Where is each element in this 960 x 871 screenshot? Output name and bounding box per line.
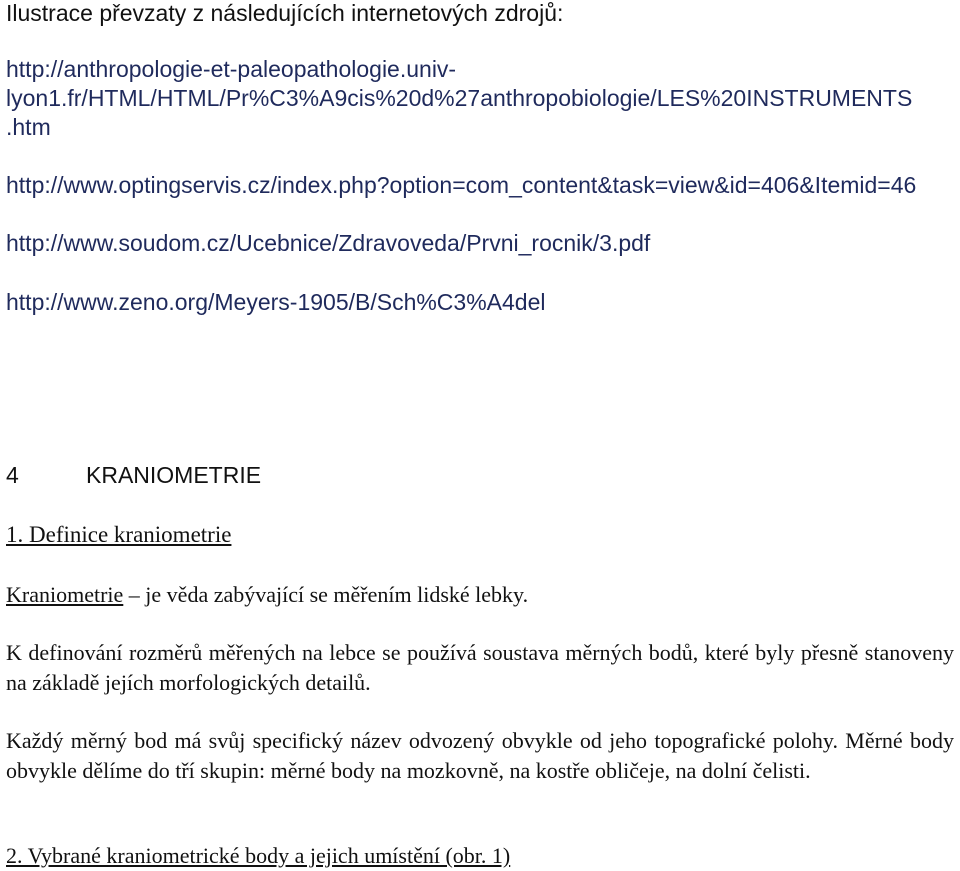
chapter-number: 4	[6, 462, 19, 488]
section-1-heading: 1. Definice kraniometrie	[6, 522, 232, 547]
source-link-1-line-2[interactable]: lyon1.fr/HTML/HTML/Pr%C3%A9cis%20d%27anthropobiologie/LES%20INSTRUMENTS	[6, 85, 913, 111]
sources-intro: Ilustrace převzaty z následujících internetových zdrojů:	[6, 0, 564, 26]
definition-text: – je věda zabývající se měřením lidské lebky.	[123, 582, 529, 607]
section-2-heading: 2. Vybrané kraniometrické body a jejich umístění (obr. 1)	[6, 843, 511, 868]
source-link-1-line-1[interactable]: http://anthropologie-et-paleopathologie.univ-	[6, 56, 457, 82]
chapter-title: KRANIOMETRIE	[86, 462, 262, 488]
measurement-points-paragraph: K definování rozměrů měřených na lebce se používá soustava měrných bodů, které byly přesně stanoveny na základě jejích morfologických detailů.	[6, 640, 954, 695]
source-link-2[interactable]: http://www.optingservis.cz/index.php?option=com_content&task=view&id=406&Itemid=46	[6, 172, 917, 198]
source-link-4[interactable]: http://www.zeno.org/Meyers-1905/B/Sch%C3%A4del	[6, 289, 546, 315]
point-groups-paragraph: Každý měrný bod má svůj specifický název odvozený obvykle od jeho topografické polohy. Měrné body obvykle dělíme do tří skupin: měrné body na mozkovně, na kostře obličeje, na dolní čelisti.	[6, 728, 954, 783]
source-link-3[interactable]: http://www.soudom.cz/Ucebnice/Zdravoveda/Prvni_rocnik/3.pdf	[6, 230, 651, 256]
source-link-1-line-3[interactable]: .htm	[6, 114, 51, 140]
chapter-heading	[6, 462, 261, 489]
definition-term: Kraniometrie	[6, 582, 124, 607]
definition-paragraph	[6, 580, 954, 610]
